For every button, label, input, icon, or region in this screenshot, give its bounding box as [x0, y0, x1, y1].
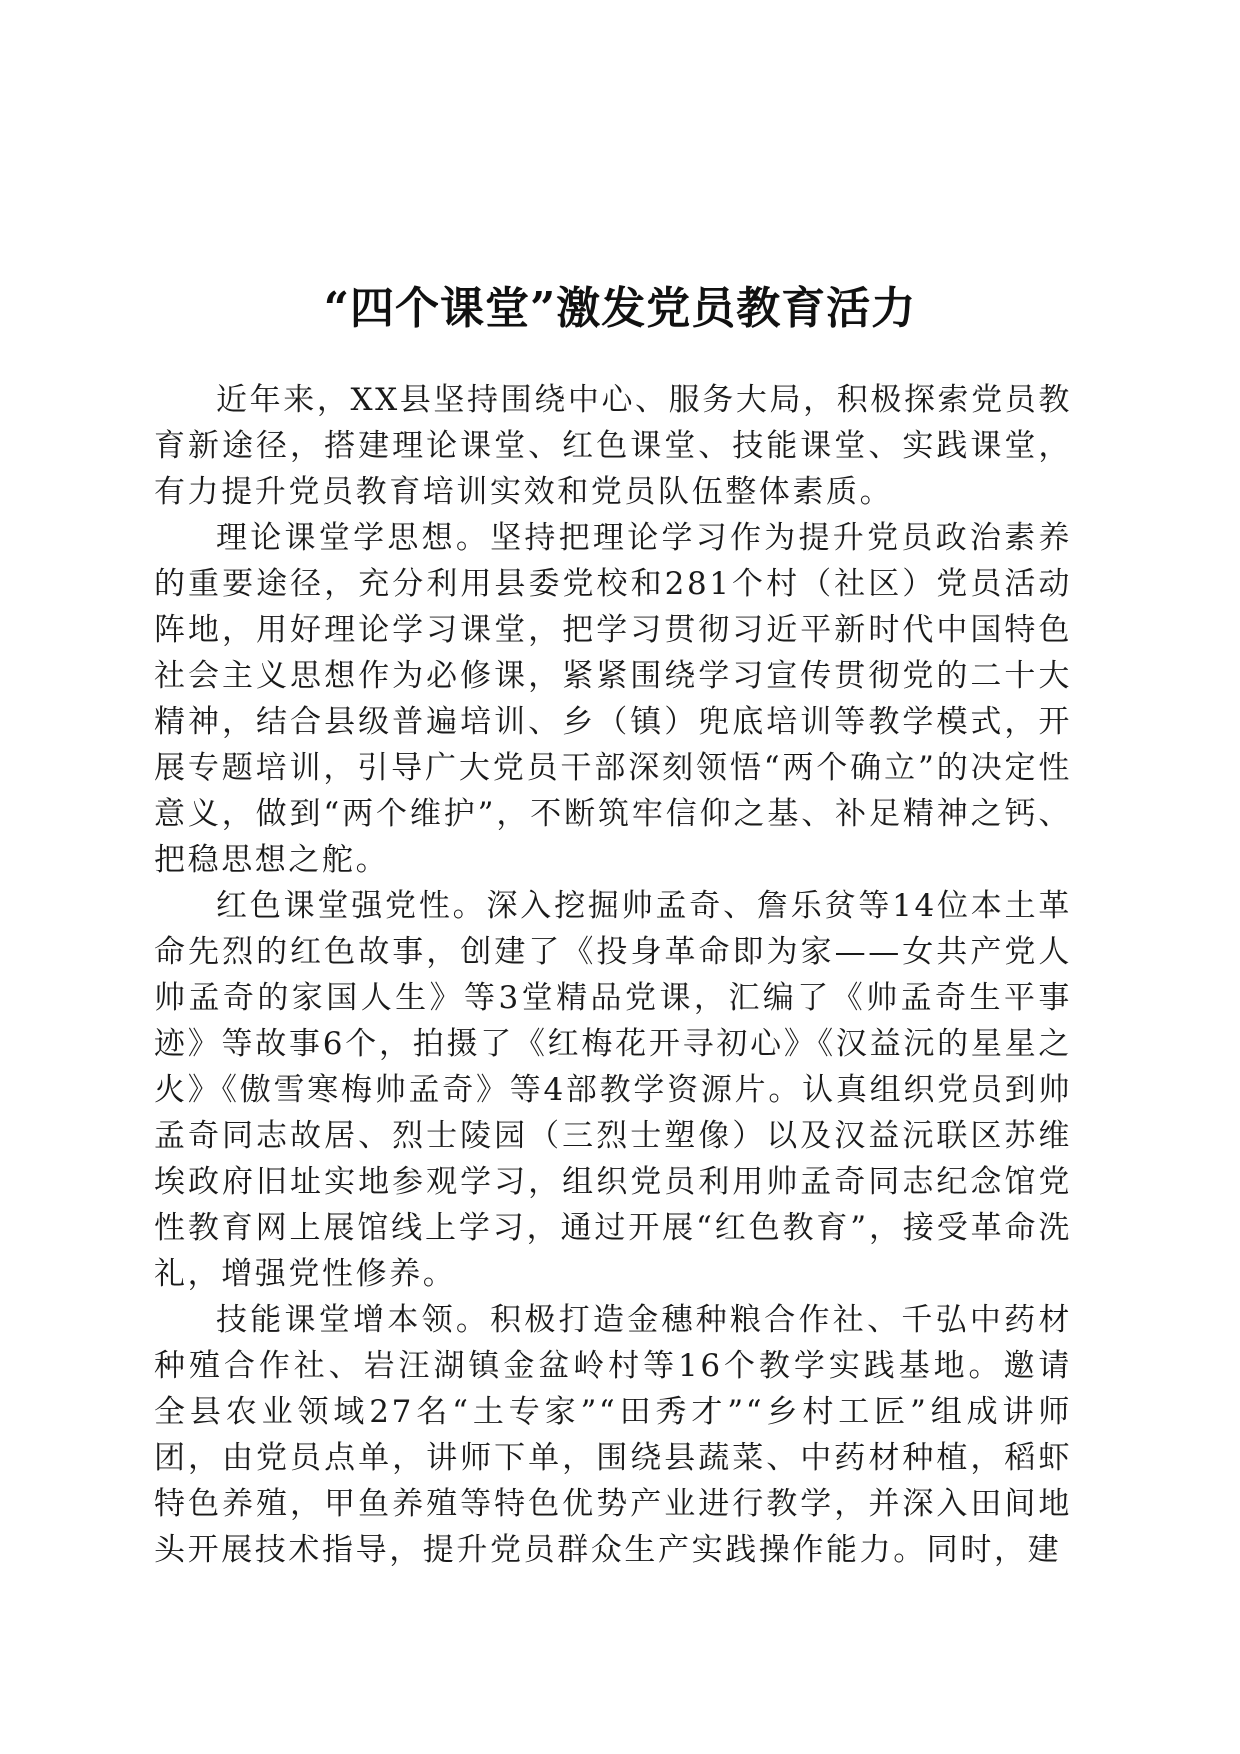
paragraph-skills-classroom: 技能课堂增本领。积极打造金穗种粮合作社、千弘中药材种殖合作社、岩汪湖镇金盆岭村等16个教学实践基地。邀请全县农业领域27名“土专家”“田秀才”“乡村工匠”组成讲师团，由党员点单，讲师下单，围绕县蔬菜、中药材种植，稻虾特色养殖，甲鱼养殖等特色优势产业进行教学，并深入田间地头开展技术指导，提升党员群众生产实践操作能力。同时，建 — [154, 1302, 1072, 1568]
page-title: “四个课堂”激发党员教育活力 — [323, 283, 917, 335]
paragraph-red-classroom: 红色课堂强党性。深入挖掘帅孟奇、詹乐贫等14位本土革命先烈的红色故事，创建了《投身革命即为家——女共产党人帅孟奇的家国人生》等3堂精品党课，汇编了《帅孟奇生平事迹》等故事6个，拍摄了《红梅花开寻初心》《汉益沅的星星之火》《傲雪寒梅帅孟奇》等4部教学资源片。认真组织党员到帅孟奇同志故居、烈士陵园（三烈士塑像）以及汉益沅联区苏维埃政府旧址实地参观学习，组织党员利用帅孟奇同志纪念馆党性教育网上展馆线上学习，通过开展“红色教育”，接受革命洗礼，增强党性修养。 — [154, 888, 1072, 1292]
paragraph-theory-classroom: 理论课堂学思想。坚持把理论学习作为提升党员政治素养的重要途径，充分利用县委党校和281个村（社区）党员活动阵地，用好理论学习课堂，把学习贯彻习近平新时代中国特色社会主义思想作为必修课，紧紧围绕学习宣传贯彻党的二十大精神，结合县级普遍培训、乡（镇）兜底培训等教学模式，开展专题培训，引导广大党员干部深刻领悟“两个确立”的决定性意义，做到“两个维护”，不断筑牢信仰之基、补足精神之钙、把稳思想之舵。 — [154, 520, 1072, 878]
document-body — [154, 377, 1072, 1573]
paragraph-intro: 近年来，XX县坚持围绕中心、服务大局，积极探索党员教育新途径，搭建理论课堂、红色课堂、技能课堂、实践课堂，有力提升党员教育培训实效和党员队伍整体素质。 — [154, 382, 1072, 510]
